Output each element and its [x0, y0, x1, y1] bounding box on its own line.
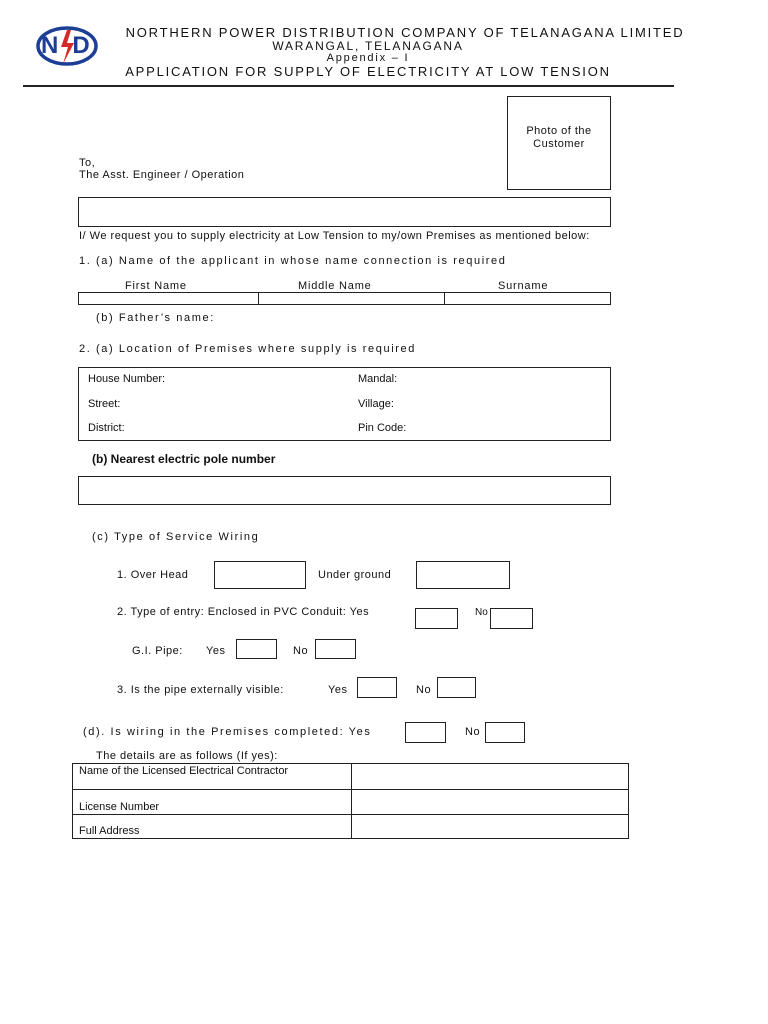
- license-number-field[interactable]: [352, 790, 628, 815]
- recipient-office-field[interactable]: [78, 197, 611, 227]
- pvc-no-label: No: [475, 607, 488, 618]
- contractor-name-label: Name of the Licensed Electrical Contractor: [79, 765, 289, 777]
- pipe-visible-label: 3. Is the pipe externally visible:: [117, 684, 284, 696]
- house-number-label[interactable]: House Number:: [88, 373, 166, 385]
- gi-yes-label: Yes: [206, 645, 226, 657]
- license-number-label: License Number: [79, 801, 160, 813]
- street-label[interactable]: Street:: [88, 398, 121, 410]
- wiring-yes-checkbox[interactable]: [405, 722, 446, 743]
- wiring-completed-label: (d). Is wiring in the Premises completed: Yes: [83, 726, 372, 738]
- gi-no-checkbox[interactable]: [315, 639, 356, 659]
- details-label: The details are as follows (If yes):: [96, 750, 278, 762]
- header-divider: [23, 85, 674, 87]
- form-title: APPLICATION FOR SUPPLY OF ELECTRICITY AT LOW TENSION: [125, 64, 611, 79]
- full-address-label: Full Address: [79, 825, 140, 837]
- visible-yes-checkbox[interactable]: [357, 677, 397, 698]
- underground-checkbox[interactable]: [416, 561, 510, 589]
- wiring-no-checkbox[interactable]: [485, 722, 525, 743]
- overhead-label: 1. Over Head: [117, 569, 189, 581]
- surname-label: Surname: [498, 280, 549, 292]
- table-row: [72, 789, 629, 815]
- appendix-label: Appendix – I: [326, 52, 410, 64]
- entry-type-label: 2. Type of entry: Enclosed in PVC Conduit: Yes: [117, 606, 370, 618]
- address-to: To,: [79, 157, 96, 169]
- pvc-no-checkbox[interactable]: [490, 608, 533, 629]
- photo-label-line2: Customer: [533, 138, 585, 150]
- service-wiring-label: (c) Type of Service Wiring: [92, 531, 260, 543]
- underground-label: Under ground: [318, 569, 392, 581]
- middle-name-label: Middle Name: [298, 280, 372, 292]
- address-recipient: The Asst. Engineer / Operation: [79, 169, 245, 181]
- pole-number-field[interactable]: [78, 476, 611, 505]
- photo-label-line1: Photo of the: [526, 125, 592, 137]
- visible-no-checkbox[interactable]: [437, 677, 476, 698]
- pole-number-label: (b) Nearest electric pole number: [92, 452, 276, 466]
- first-name-label: First Name: [125, 280, 187, 292]
- village-label[interactable]: Village:: [358, 398, 394, 410]
- full-address-field[interactable]: [352, 815, 628, 838]
- visible-no-label: No: [416, 684, 432, 696]
- request-text: I/ We request you to supply electricity at Low Tension to my/own Premises as mentioned below:: [79, 230, 590, 242]
- table-row: [72, 763, 629, 790]
- logo-text: ND: [41, 32, 104, 59]
- gi-no-label: No: [293, 645, 309, 657]
- pvc-yes-checkbox[interactable]: [415, 608, 458, 629]
- section1-label: 1. (a) Name of the applicant in whose name connection is required: [79, 255, 507, 267]
- gi-pipe-label: G.I. Pipe:: [132, 645, 183, 657]
- pin-code-label[interactable]: Pin Code:: [358, 422, 407, 434]
- contractor-name-field[interactable]: [352, 764, 628, 790]
- gi-yes-checkbox[interactable]: [236, 639, 277, 659]
- photo-box[interactable]: [507, 96, 611, 190]
- company-name: NORTHERN POWER DISTRIBUTION COMPANY OF TELANAGANA LIMITED: [125, 25, 685, 40]
- first-name-field[interactable]: [78, 292, 259, 305]
- visible-yes-label: Yes: [328, 684, 348, 696]
- company-logo: [34, 24, 104, 68]
- overhead-checkbox[interactable]: [214, 561, 306, 589]
- district-label[interactable]: District:: [88, 422, 125, 434]
- wiring-no-label: No: [465, 726, 481, 738]
- middle-name-field[interactable]: [258, 292, 445, 305]
- mandal-label[interactable]: Mandal:: [358, 373, 398, 385]
- contractor-table: [72, 763, 629, 839]
- surname-field[interactable]: [444, 292, 611, 305]
- section2-label: 2. (a) Location of Premises where supply is required: [79, 343, 416, 355]
- father-name-label: (b) Father’s name:: [96, 312, 215, 324]
- table-row: [72, 814, 629, 839]
- premises-location-box: [78, 367, 611, 441]
- company-location: WARANGAL, TELANAGANA: [272, 39, 464, 53]
